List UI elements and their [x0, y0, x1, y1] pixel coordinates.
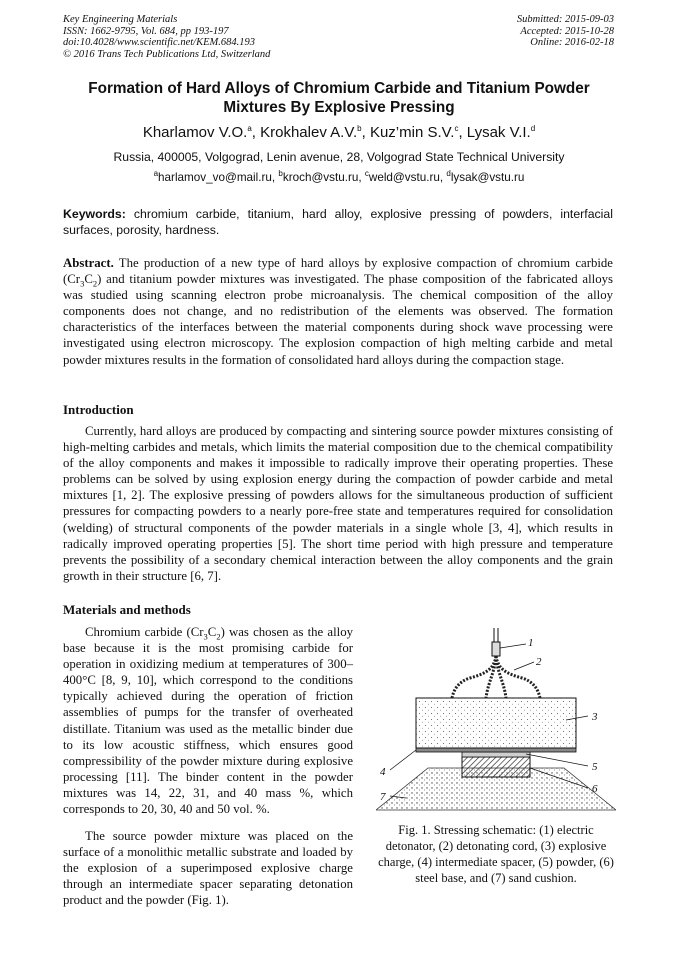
copyright: © 2016 Trans Tech Publications Ltd, Switzerland [63, 48, 271, 60]
detonating-cord [452, 656, 540, 698]
journal-info [63, 14, 270, 60]
intermediate-spacer [416, 748, 576, 752]
author: Kuz’min S.V. [369, 124, 455, 141]
issn: ISSN: 1662-9795, Vol. 684, pp 193-197 [63, 25, 229, 37]
abstract-label: Abstract. [63, 256, 114, 270]
figure-caption: Fig. 1. Stressing schematic: (1) electric detonator, (2) detonating cord, (3) explosive charge, (4) intermediate spacer, (5) powder, (6) steel base, and (7) sand cushion. [378, 823, 614, 885]
online-date: Online: 2016-02-18 [530, 37, 614, 49]
label-7: 7 [380, 791, 386, 803]
methods-heading: Materials and methods [63, 602, 191, 617]
email-link[interactable]: lysak@vstu.ru [450, 171, 525, 184]
author: Lysak V.I. [466, 124, 531, 141]
email-link[interactable]: weld@vstu.ru [368, 171, 440, 184]
label-4: 4 [380, 766, 386, 778]
dates-info [517, 14, 614, 49]
keywords [63, 206, 613, 238]
label-1: 1 [528, 637, 534, 649]
abstract: Abstract. The production of a new type of hard alloys by explosive compaction of chromium carbide $(Cr_3C_2)$ and titanium powder mixtures was investigated. The phase composition of the fabricated alloys was studied using scanning electron probe microanalysis. The chemical composition of the alloy components does not change, and no redistribution of the elements was observed. The formation characteristics of the interfaces between the material components during shock wave processing were investigated using electron microscopy. The explosion compaction of high melting carbide and metal powder mixtures results in the formation of consolidated hard alloys during the compaction stage. [63, 256, 613, 367]
methods-paragraph-1: Chromium carbide $(Cr_3C_2)$ was chosen as the alloy base because it is the most promising carbide for operation in oxidizing medium at temperatures of 300–400°C [8, 9, 10], which correspond to the conditions typically achieved during the operation of friction assemblies of pumps for the transfer of overheated distillate. Titanium was used as the metallic binder due to its low acoustic stiffness, which ensures good compressibility of the powder mixture during explosive processing [11]. The binder content in the powder mixtures was 14, 22, 31, and 40 mass %, which corresponds to 20, 30, 40 and 50 vol. %. [63, 625, 353, 817]
methods-paragraph-2: The source powder mixture was placed on the surface of a monolithic metallic substrate and loaded by the explosion of a superimposed explosive charge through an intermediate spacer separating detonation product and the powder (Fig. 1). [63, 829, 353, 908]
label-3: 3 [592, 711, 598, 723]
electric-detonator [492, 628, 500, 656]
explosive-charge [416, 698, 576, 748]
label-2: 2 [536, 656, 542, 668]
keywords-label: Keywords: [63, 207, 126, 221]
submitted-date: Submitted: 2015-09-03 [516, 14, 614, 25]
doi: doi:10.4028/www.scientific.net/KEM.684.193 [63, 37, 255, 49]
email-link[interactable]: kroch@vstu.ru [282, 171, 359, 184]
author: Krokhalev A.V. [260, 124, 358, 141]
label-5: 5 [592, 761, 598, 773]
email-list: $^a$harlamov_vo@mail.ru, $^b$kroch@vstu.ru, $^c$weld@vstu.ru, $^d$lysak@vstu.ru [153, 169, 525, 184]
accepted-date: Accepted: 2015-10-28 [520, 25, 614, 37]
paper-title: Formation of Hard Alloys of Chromium Carbide and Titanium Powder Mixtures By Explosive Pressing [88, 80, 590, 116]
affiliation: Russia, 400005, Volgograd, Lenin avenue, 28, Volgograd State Technical University [113, 150, 565, 164]
author-list: Kharlamov V.O.$^a$, Krokhalev A.V.$^b$, Kuz’min S.V.$^c$, Lysak V.I.$^d$ [142, 124, 536, 141]
journal-name: Key Engineering Materials [63, 14, 178, 25]
intro-paragraph: Currently, hard alloys are produced by compacting and sintering source powder mixtures consisting of high-melting carbides and metals, which limits the material composition due to the chemical compatibility of the alloy components and makes it impossible to radically improve their operating properties. These problems can be solved by using explosion energy during the compaction of powder carbide and metal mixtures [1, 2]. The explosive pressing of powders allows for the simultaneous production of sufficient pressures for compacting powders to a nearly pore-free state and temperatures required for consolidation (welding) of structural components of the powder materials in a single whole [3, 4], which results in radically improved operating properties [5]. The short time period with high pressure and temperature prevents the possibility of a secondary chemical interaction between the alloy components and the grain growth in their structure [6, 7]. [63, 424, 613, 583]
intro-heading: Introduction [63, 402, 134, 417]
email-link[interactable]: harlamov_vo@mail.ru [158, 171, 272, 184]
author: Kharlamov V.O. [142, 124, 248, 141]
stressing-schematic [376, 622, 616, 814]
keywords-text: chromium carbide, titanium, hard alloy, explosive pressing of powders, interfacial surfaces, porosity, hardness. [63, 207, 613, 237]
powder-layer [462, 752, 530, 757]
label-6: 6 [592, 783, 598, 795]
steel-base [462, 757, 530, 777]
